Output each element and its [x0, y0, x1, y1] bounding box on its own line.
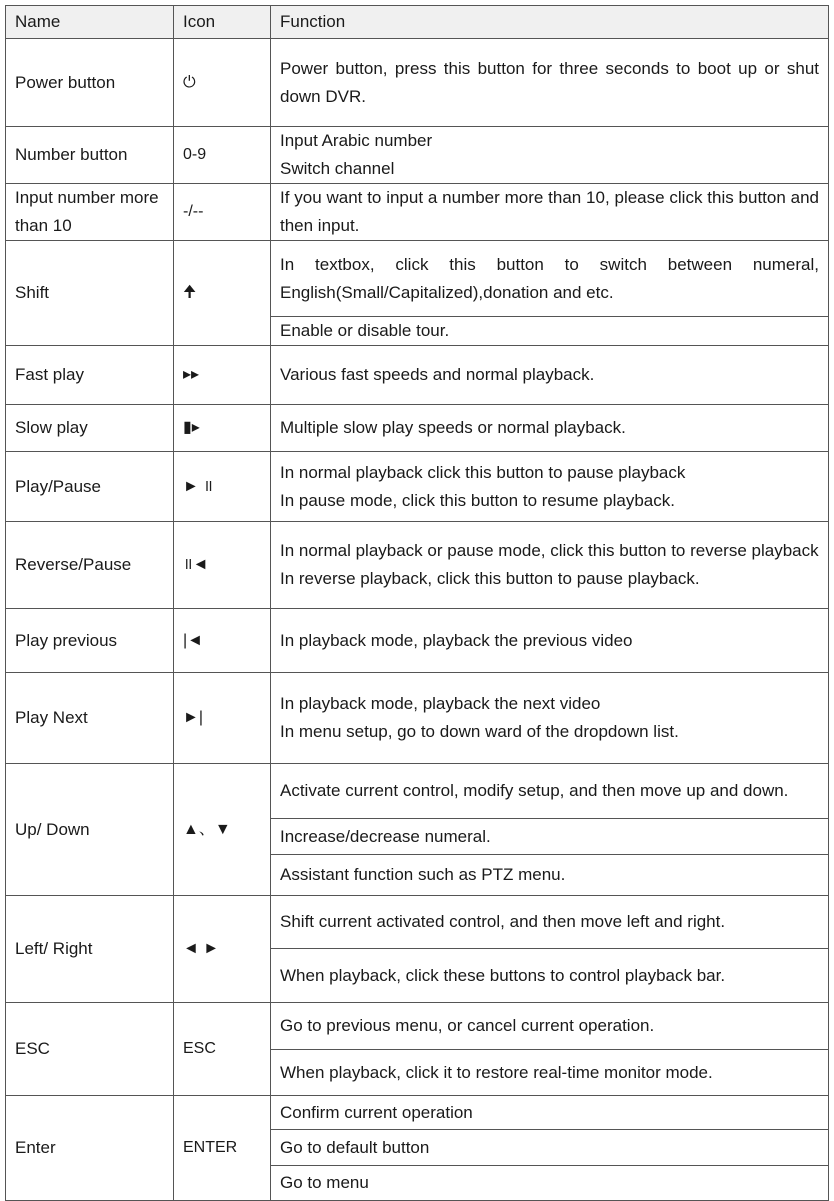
function-line: Increase/decrease numeral.: [280, 826, 491, 846]
function-line: Various fast speeds and normal playback.: [280, 365, 595, 384]
table-row: [6, 127, 829, 184]
row-function: [271, 1166, 829, 1201]
function-line: Assistant function such as PTZ menu.: [280, 865, 566, 884]
function-line: In normal playback or pause mode, click this button to reverse playback: [280, 541, 819, 560]
row-name: Left/ Right: [6, 896, 174, 1003]
row-function: [271, 184, 829, 241]
row-function: [271, 405, 829, 452]
function-line: In textbox, click this button to switch between numeral, English(Small/Capitalized),donation and etc.: [280, 254, 819, 302]
row-name: Play Next: [6, 673, 174, 764]
function-line: In playback mode, playback the next video: [280, 694, 601, 713]
function-line: Multiple slow play speeds or normal playback.: [280, 418, 626, 437]
row-name: Fast play: [6, 346, 174, 405]
table-row: [6, 1003, 829, 1050]
table-body: [6, 39, 829, 1201]
row-name: Input number more than 10: [6, 184, 174, 241]
function-line: Enable or disable tour.: [280, 321, 450, 340]
row-icon-text: 0-9: [174, 127, 271, 184]
row-name: Shift: [6, 241, 174, 346]
row-function: [271, 1130, 829, 1166]
row-function: [271, 522, 829, 609]
function-line: When playback, click it to restore real-time monitor mode.: [280, 1062, 713, 1082]
row-name: Slow play: [6, 405, 174, 452]
left-right-arrows-icon: ◄ ►: [174, 896, 271, 1003]
table-row: [6, 896, 829, 949]
row-function: [271, 764, 829, 819]
row-function: [271, 1050, 829, 1096]
header-function: Function: [271, 6, 829, 39]
row-name: Play previous: [6, 609, 174, 673]
function-line: Input Arabic number: [280, 131, 433, 150]
function-line: Go to menu: [280, 1173, 369, 1192]
row-function: [271, 39, 829, 127]
fast-forward-icon: ▸▸: [174, 346, 271, 405]
table-row: [6, 764, 829, 819]
function-line: When playback, click these buttons to control playback bar.: [280, 965, 726, 985]
row-name: Reverse/Pause: [6, 522, 174, 609]
table-row: [6, 241, 829, 317]
function-line: Confirm current operation: [280, 1102, 473, 1122]
row-function: [271, 317, 829, 346]
row-function: [271, 673, 829, 764]
row-function: [271, 896, 829, 949]
table-row: [6, 39, 829, 127]
row-function: [271, 949, 829, 1003]
function-line: Go to previous menu, or cancel current operation.: [280, 1016, 655, 1035]
function-line: In playback mode, playback the previous video: [280, 630, 633, 650]
remote-control-table: [5, 5, 829, 1201]
row-function: [271, 127, 829, 184]
row-icon-text: ENTER: [174, 1096, 271, 1201]
function-line: Go to default button: [280, 1137, 430, 1157]
row-function: [271, 1096, 829, 1130]
play-next-icon: ►|: [174, 673, 271, 764]
table-row: [6, 405, 829, 452]
play-pause-icon: ► ॥: [174, 452, 271, 522]
row-icon-text: ESC: [174, 1003, 271, 1096]
header-name: Name: [6, 6, 174, 39]
function-line: In menu setup, go to down ward of the dropdown list.: [280, 722, 679, 741]
row-function: [271, 819, 829, 855]
up-down-arrows-icon: ▲、▼: [174, 764, 271, 896]
row-function: [271, 241, 829, 317]
row-function: [271, 609, 829, 673]
play-previous-icon: |◄: [174, 609, 271, 673]
row-icon-text: -/--: [174, 184, 271, 241]
row-function: [271, 346, 829, 405]
function-line: Switch channel: [280, 159, 395, 178]
reverse-pause-icon: ॥◄: [174, 522, 271, 609]
table-row: [6, 1096, 829, 1130]
function-line: In pause mode, click this button to resume playback.: [280, 490, 675, 510]
table-row: [6, 452, 829, 522]
table-row: [6, 346, 829, 405]
table-row: [6, 609, 829, 673]
function-line: If you want to input a number more than 10, please click this button and then input.: [280, 188, 819, 235]
table-row: [6, 673, 829, 764]
function-line: Power button, press this button for three seconds to boot up or shut down DVR.: [280, 58, 819, 106]
row-function: [271, 855, 829, 896]
row-name: Enter: [6, 1096, 174, 1201]
function-line: Shift current activated control, and then move left and right.: [280, 912, 726, 931]
header-icon: Icon: [174, 6, 271, 39]
row-name: ESC: [6, 1003, 174, 1096]
row-name: Power button: [6, 39, 174, 127]
up-arrow-icon: 🠉: [174, 241, 271, 346]
row-name: Play/Pause: [6, 452, 174, 522]
table-row: [6, 522, 829, 609]
row-function: [271, 452, 829, 522]
slow-play-icon: ▮▸: [174, 405, 271, 452]
function-line: Activate current control, modify setup, and then move up and down.: [280, 781, 789, 800]
header-row: [6, 6, 829, 39]
row-name: Up/ Down: [6, 764, 174, 896]
power-icon: ⏻: [174, 39, 271, 127]
row-function: [271, 1003, 829, 1050]
function-line: In reverse playback, click this button to pause playback.: [280, 569, 700, 588]
function-line: In normal playback click this button to pause playback: [280, 462, 686, 482]
row-name: Number button: [6, 127, 174, 184]
table-row: [6, 184, 829, 241]
